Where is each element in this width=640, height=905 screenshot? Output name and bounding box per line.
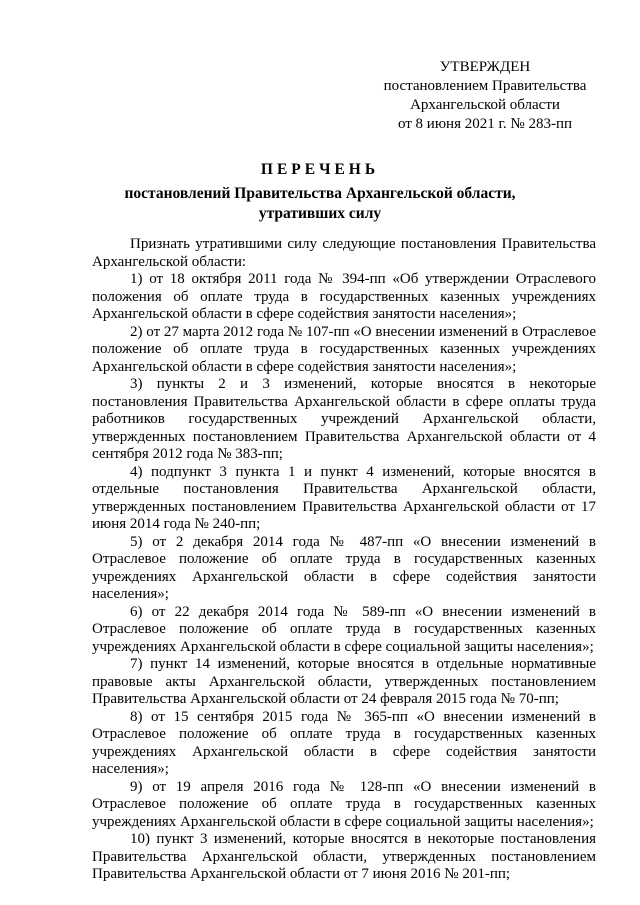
approval-line-1: УТВЕРЖДЕН — [439, 59, 531, 75]
list-item: 6) от 22 декабря 2014 года № 589-пп «О внесении изменений в Отраслевое положение об оплате труда в государственных казенных учреждениях Архангельской области в сфере социальной защиты населения»; — [92, 603, 596, 655]
list-item: 2) от 27 марта 2012 года № 107-пп «О внесении изменений в Отраслевое положение об оплате труда в государственных казенных учреждениях Архангельской области в сфере содействия занятости населения»; — [92, 323, 596, 375]
list-item: 9) от 19 апреля 2016 года № 128-пп «О внесении изменений в Отраслевое положение об оплате труда в государственных казенных учреждениях Архангельской области в сфере социальной защиты населения»; — [92, 778, 596, 830]
list-item: 8) от 15 сентября 2015 года № 365-пп «О внесении изменений в Отраслевое положение об оплате труда в государственных казенных учреждениях Архангельской области в сфере содействия занятости населения»; — [92, 708, 596, 777]
approval-stamp — [360, 58, 610, 134]
list-item: 4) подпункт 3 пункта 1 и пункт 4 изменений, которые вносятся в отдельные постановления Правительства Архангельской области, утвержденных постановлением Правительства Архангельской области от 17 июня 2014 года № 240-пп; — [92, 463, 596, 532]
approval-line-2: постановлением Правительства — [383, 78, 587, 94]
document-body — [92, 236, 596, 884]
list-item: 7) пункт 14 изменений, которые вносятся в отдельные нормативные правовые акты Архангельской области, утвержденных постановлением Правительства Архангельской области от 24 февраля 2015 года № 70-пп; — [92, 656, 596, 707]
approval-line-4: от 8 июня 2021 г. № 283-пп — [397, 116, 573, 132]
document-title — [90, 160, 550, 224]
title-sub-1: постановлений Правительства Архангельской области, — [124, 185, 516, 202]
approval-line-3: Архангельской области — [410, 97, 560, 113]
intro-paragraph: Признать утратившими силу следующие постановления Правительства Архангельской области: — [92, 236, 596, 270]
list-item: 5) от 2 декабря 2014 года № 487-пп «О внесении изменений в Отраслевое положение об оплате труда в государственных казенных учреждениях Архангельской области в сфере содействия занятости населения»; — [92, 533, 596, 602]
list-item: 1) от 18 октября 2011 года № 394-пп «Об утверждении Отраслевого положения об оплате труда в государственных казенных учреждениях Архангельской области в сфере содействия занятости населения»; — [92, 271, 596, 322]
title-sub-2: утративших силу — [258, 205, 382, 222]
title-main: ПЕРЕЧЕНЬ — [260, 161, 380, 178]
list-item: 3) пункты 2 и 3 изменений, которые вносятся в некоторые постановления Правительства Архангельской области в сфере оплаты труда работников государственных учреждений Архангельской области, утвержденных постановлением Правительства Архангельской области от 4 сентября 2012 года № 383-пп; — [92, 376, 596, 462]
list-item: 10) пункт 3 изменений, которые вносятся в некоторые постановления Правительства Архангельской области, утвержденных постановлением Правительства Архангельской области от 7 июня 2016 № 201-пп; — [92, 831, 596, 882]
